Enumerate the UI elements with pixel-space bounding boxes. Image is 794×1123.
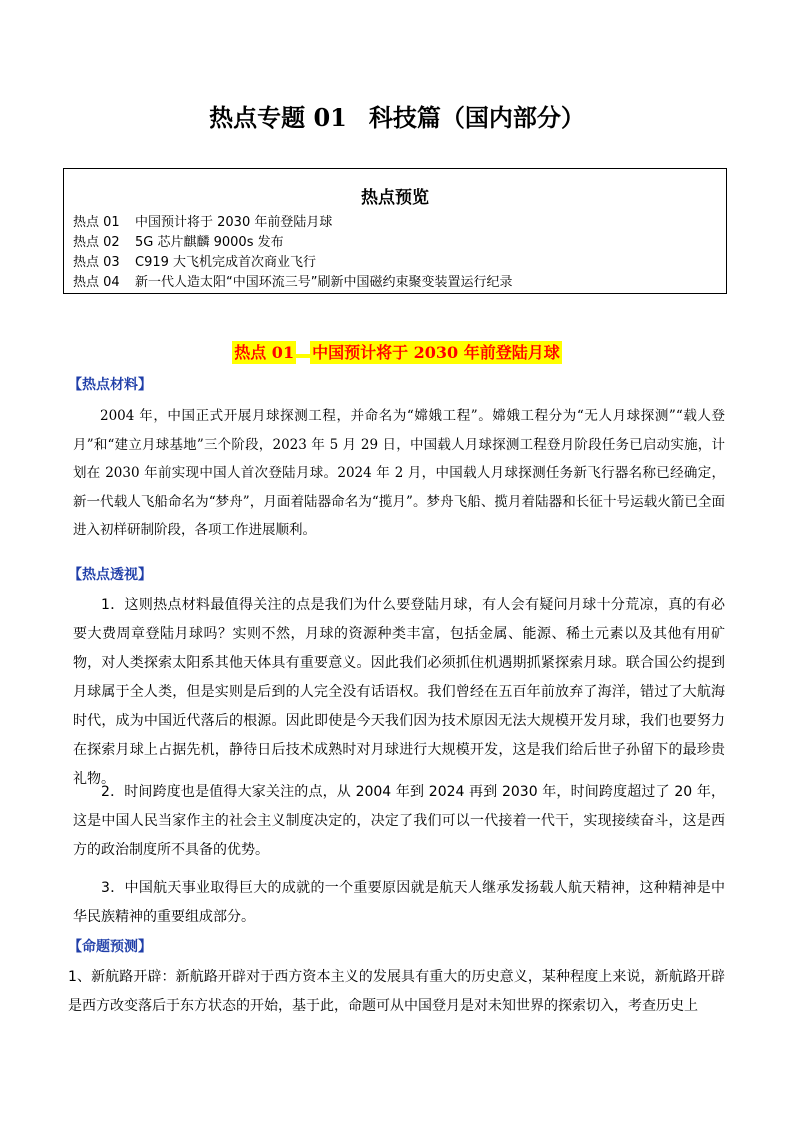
section-heading — [0, 340, 794, 363]
preview-item-text: 5G 芯片麒麟 9000s 发布 — [135, 235, 284, 250]
preview-item-num: 热点 03 — [73, 255, 120, 270]
preview-item-num: 热点 01 — [73, 215, 120, 230]
material-paragraph: 2004 年，中国正式开展月球探测工程，并命名为“嫦娥工程”。嫦娥工程分为“无人月球探测”“载人登月”和“建立月球基地”三个阶段，2023 年 5 月 29 日，中国载人月球探测工程登月阶段任务已启动实施，计划在 2030 年前实现中国人首次登陆月球。2024 年 2 月，中国载人月球探测任务新飞行器名称已经确定，新一代载人飞船命名为“梦舟”，月面着陆器命名为“揽月”。梦舟飞船、揽月着陆器和长征十号运载火箭已全面进入初样研制阶段，各项工作进展顺利。 — [73, 408, 725, 538]
preview-item-text: C919 大飞机完成首次商业飞行 — [135, 255, 317, 270]
label-analysis: 【热点透视】 — [68, 567, 152, 583]
title-main: 热点专题 01 — [209, 103, 347, 132]
section-title: 中国预计将于 2030 年前登陆月球 — [312, 343, 560, 362]
preview-item — [73, 233, 512, 253]
page-title — [0, 98, 794, 133]
label-material: 【热点材料】 — [68, 377, 152, 393]
hotspot-preview-box — [63, 168, 727, 294]
preview-item-text: 中国预计将于 2030 年前登陆月球 — [135, 215, 333, 230]
preview-list — [73, 213, 512, 293]
analysis-paragraph-1: 1．这则热点材料最值得关注的点是我们为什么要登陆月球，有人会有疑问月球十分荒凉，真的有必要大费周章登陆月球吗？实则不然，月球的资源种类丰富，包括金属、能源、稀土元素以及其他有用矿物，对人类探索太阳系其他天体具有重要意义。因此我们必须抓住机遇期抓紧探索月球。联合国公约提到月球属于全人类，但是实则是后到的人完全没有话语权。我们曾经在五百年前放弃了海洋，错过了大航海时代，成为中国近代落后的根源。因此即使是今天我们因为技术原因无法大规模开发月球，我们也要努力在探索月球上占据先机，静待日后技术成熟时对月球进行大规模开发，这是我们给后世子孙留下的最珍贵礼物。 — [73, 597, 725, 787]
analysis-paragraph-3: 3．中国航天事业取得巨大的成就的一个重要原因就是航天人继承发扬载人航天精神，这种精神是中华民族精神的重要组成部分。 — [73, 880, 725, 925]
preview-item-text: 新一代人造太阳“中国环流三号”刷新中国磁约束聚变装置运行纪录 — [135, 275, 513, 290]
preview-item — [73, 253, 512, 273]
label-forecast: 【命题预测】 — [68, 939, 152, 955]
preview-item — [73, 273, 512, 293]
preview-heading: 热点预览 — [361, 188, 429, 208]
title-sub: 科技篇（国内部分） — [368, 103, 585, 132]
preview-item — [73, 213, 512, 233]
section-num: 热点 01 — [234, 343, 295, 362]
preview-item-num: 热点 04 — [73, 275, 120, 290]
preview-item-num: 热点 02 — [73, 235, 120, 250]
forecast-paragraph: 1、新航路开辟：新航路开辟对于西方资本主义的发展具有重大的历史意义，某种程度上来说，新航路开辟是西方改变落后于东方状态的开始，基于此，命题可从中国登月是对未知世界的探索切入，考查历史上 — [68, 969, 725, 1014]
analysis-paragraph-2: 2．时间跨度也是值得大家关注的点，从 2004 年到 2024 再到 2030 年，时间跨度超过了 20 年，这是中国人民当家作主的社会主义制度决定的，决定了我们可以一代接着一代干，实现接续奋斗，这是西方的政治制度所不具备的优势。 — [73, 784, 725, 858]
